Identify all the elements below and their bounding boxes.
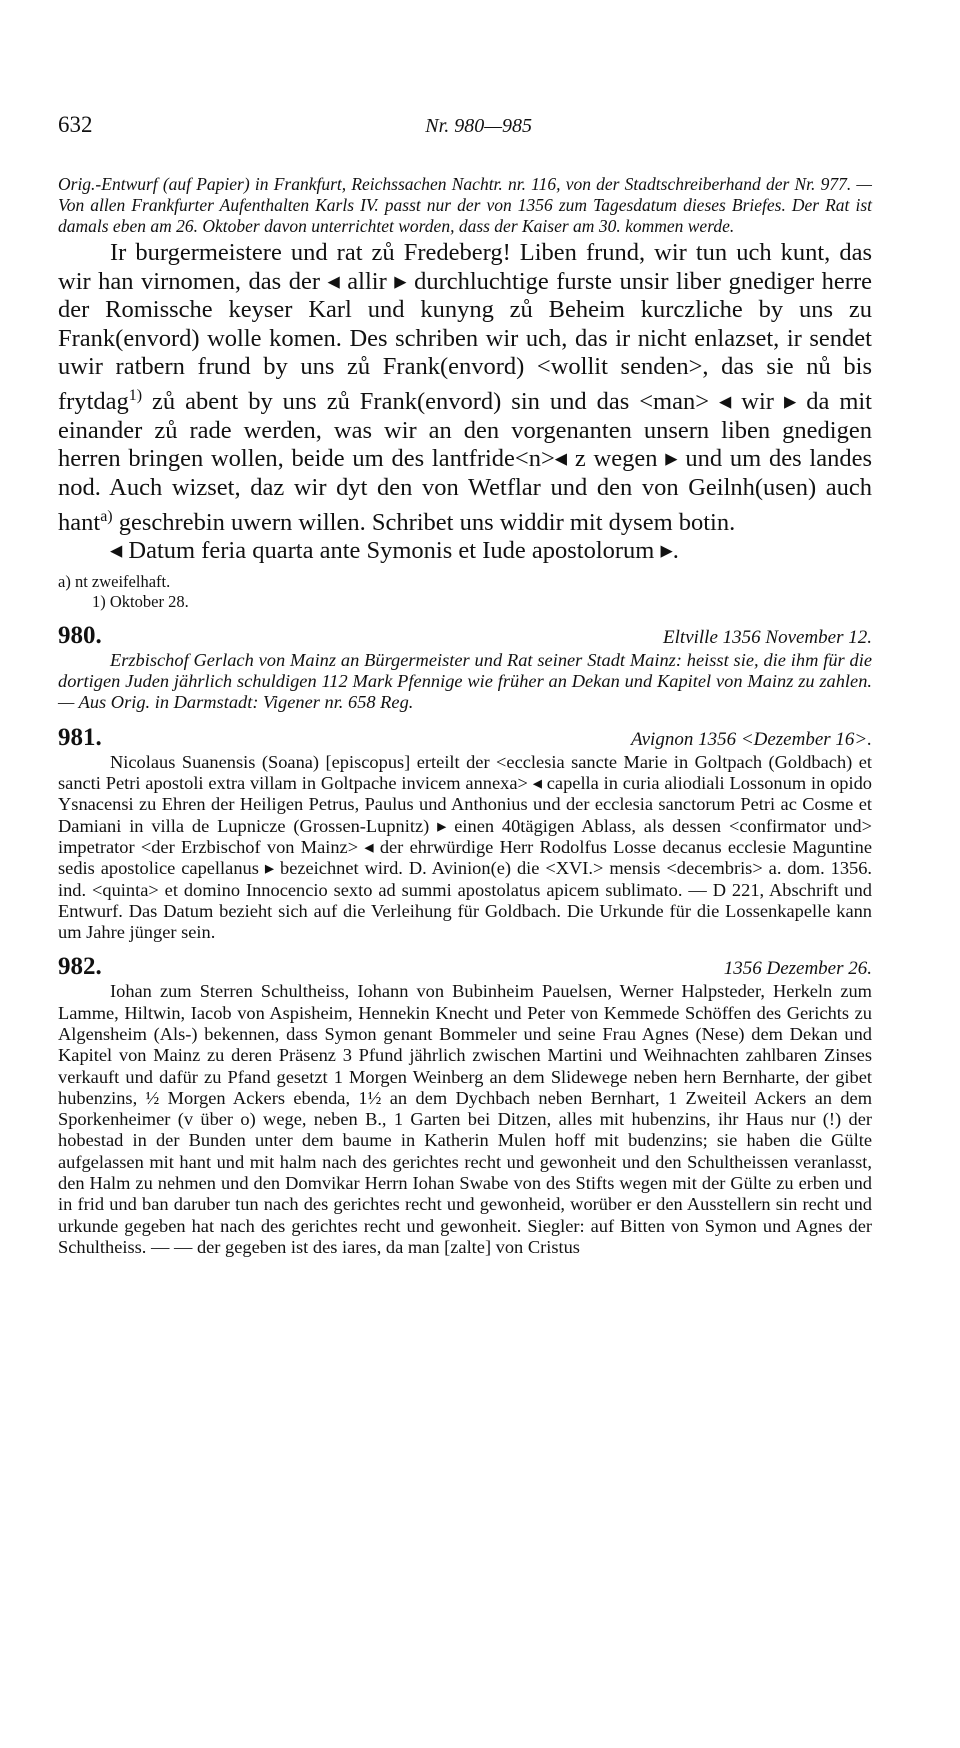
footnote-mark-1: 1) (128, 386, 143, 404)
entry-body: Nicolaus Suanensis (Soana) [episcopus] erteilt der <ecclesia sancte Marie in Goltpach (Goldbach) et sancti Petri apostoli extra villam in Goltpache invicem annexa> ◂ capella in curia aliodiali Lossonum in opido Ysnacensi zu Ehren der Heiligen Petrus, Paulus und Anthonius und der ecclesia sanctorum Petri ac Cosme et Damiani in villa de Lupnicze (Grossen-Lupnitz) ▸ einen 40tägigen Ablass, als dessen <confirmator und> impetrator <der Erzbischof von Mainz> ◂ der ehrwürdige Herr Rodolfus Losse decanus ecclesie Maguntine sedis apostolice capellanus ▸ bezeichnet wird. D. Avinion(e) die <XVI.> mensis <decembris> a. dom. 1356. ind. <quinta> et domino Innocencio sexto ad summi apostolatus apicem sublimato. — D 221, Abschrift und Entwurf. Das Datum bezieht sich auf die Verleihung für Goldbach. Die Urkunde für die Lossenkapelle kann um Jahre jünger sein. (58, 751, 872, 943)
entry-body: Iohan zum Sterren Schultheiss, Iohann von Bubinheim Pauelsen, Werner Halpsteder, Herkeln zum Lamme, Hiltwin, Iacob von Aspisheim, Hennekin Knecht und Peter von Kemmede Schöffen des Gerichts zu Algensheim (Als-) bekennen, dass Symon genant Bommeler und seine Frau Agnes (Nese) dem Dekan und Kapitel von Mainz zu deren Präsenz 3 Pfund jährlich zwischen Martini und Weihnachten zahlbaren Zinses verkauft und dafür zu Pfand gesetzt 1 Morgen Weinberg an dem Slidewege neben hern Bernharte, der gibet hubenzins, ½ Morgen Ackers ebenda, 1½ an dem Dychbach neben Bernhart, 1 Zweiteil Ackers an dem Sporkenheimer (v über o) wege, neben B., 1 Garten bei Ditzen, alles mit hubenzins, ihr Haus nur (!) der hobestad in der Bunden unter dem baume in Katherin Mulen hoff mit budenzins; sie haben die Gülte aufgelassen mit hant und mit halm nach des gerichtes recht und gewonheit und den Schultheissen veranlasst, den Halm zu nehmen und den Domvikar Herrn Iohan Swabe von des Stifts wegen mit der Gülte zu erben und in frid und ban daruber tun nach des gerichtes recht und gewonheid, worüber er den Ausstellern sin recht und urkunde gegeben hat nach des gerichtes recht und gewonheit. Siegler: auf Bitten von Symon und Agnes der Schultheiss. — — der gegeben ist des iares, da man [zalte] von Cristus (58, 981, 872, 1257)
running-head: Nr. 980—985 (425, 115, 532, 137)
footnote-1: 1) Oktober 28. (92, 591, 189, 611)
entry-number: 980. (58, 621, 102, 649)
entry-heading (58, 953, 872, 981)
page-header (58, 112, 872, 150)
letter-text (58, 239, 872, 566)
entry-heading (58, 622, 872, 650)
entry-981 (58, 724, 872, 944)
entry-heading (58, 724, 872, 752)
entry-date: Eltville 1356 November 12. (663, 626, 872, 648)
letter-text-part-2: zů abent by uns zů Frank(envord) sin und das <man> ◂ wir ▸ da mit einander zů rade werden, was wir an den vorgenanten unsern liben gnedigen herren bringen wollen, beide um des lantfride<n>◂ z wegen ▸ und um des landes nod. Auch wizset, daz wir dyt den von Wetflar und den von Geilnh(usen) auch hant (58, 388, 872, 536)
footnote-a: a) nt zweifelhaft. (58, 571, 171, 591)
letter-paragraph (58, 239, 872, 537)
entry-980 (58, 622, 872, 714)
entry-body: Erzbischof Gerlach von Mainz an Bürgermeister und Rat seiner Stadt Mainz: heisst sie, die ihm für die dortigen Juden jährlich schuldigen 112 Mark Pfennige wie früher an Dekan und Kapitel von Mainz zu zahlen. — Aus Orig. in Darmstadt: Vigener nr. 658 Reg. (58, 649, 872, 713)
entry-number: 981. (58, 723, 102, 751)
entry-982 (58, 953, 872, 1258)
footnotes (58, 572, 872, 612)
letter-dating-clause: ◂ Datum feria quarta ante Symonis et Iude apostolorum ▸. (110, 537, 679, 565)
footnote-mark-a: a) (100, 507, 113, 525)
letter-text-part-3: geschrebin uwern willen. Schribet uns widdir mit dysem botin. (112, 508, 736, 536)
page-number: 632 (58, 112, 93, 137)
letter-text-part-1: Ir burgermeistere und rat zů Fredeberg! Liben frund, wir tun uch kunt, das wir han virnomen, das der ◂ allir ▸ durchluchtige furste unsir liber gnediger herre der Romissche keyser Karl und kunyng zů Beheim kurczliche by uns zu Frank(envord) wolle komen. Des schriben wir uch, das ir nicht enlazset, ir sendet uwir ratbern frund by uns zů Frank(envord) <wollit senden>, das sie nů bis frytdag (58, 239, 872, 416)
entry-date: Avignon 1356 <Dezember 16>. (631, 728, 872, 750)
entry-number: 982. (58, 953, 102, 981)
entry-date: 1356 Dezember 26. (723, 958, 872, 980)
previous-entry-note: Orig.-Entwurf (auf Papier) in Frankfurt, Reichssachen Nachtr. nr. 116, von der Stadtschreiberhand der Nr. 977. — Von allen Frankfurter Aufenthalten Karls IV. passt nur der von 1356 zum Tagesdatum dieses Briefes. Der Rat ist damals eben am 26. Oktober davon unterrichtet worden, dass der Kaiser am 30. kommen werde. (58, 174, 872, 236)
